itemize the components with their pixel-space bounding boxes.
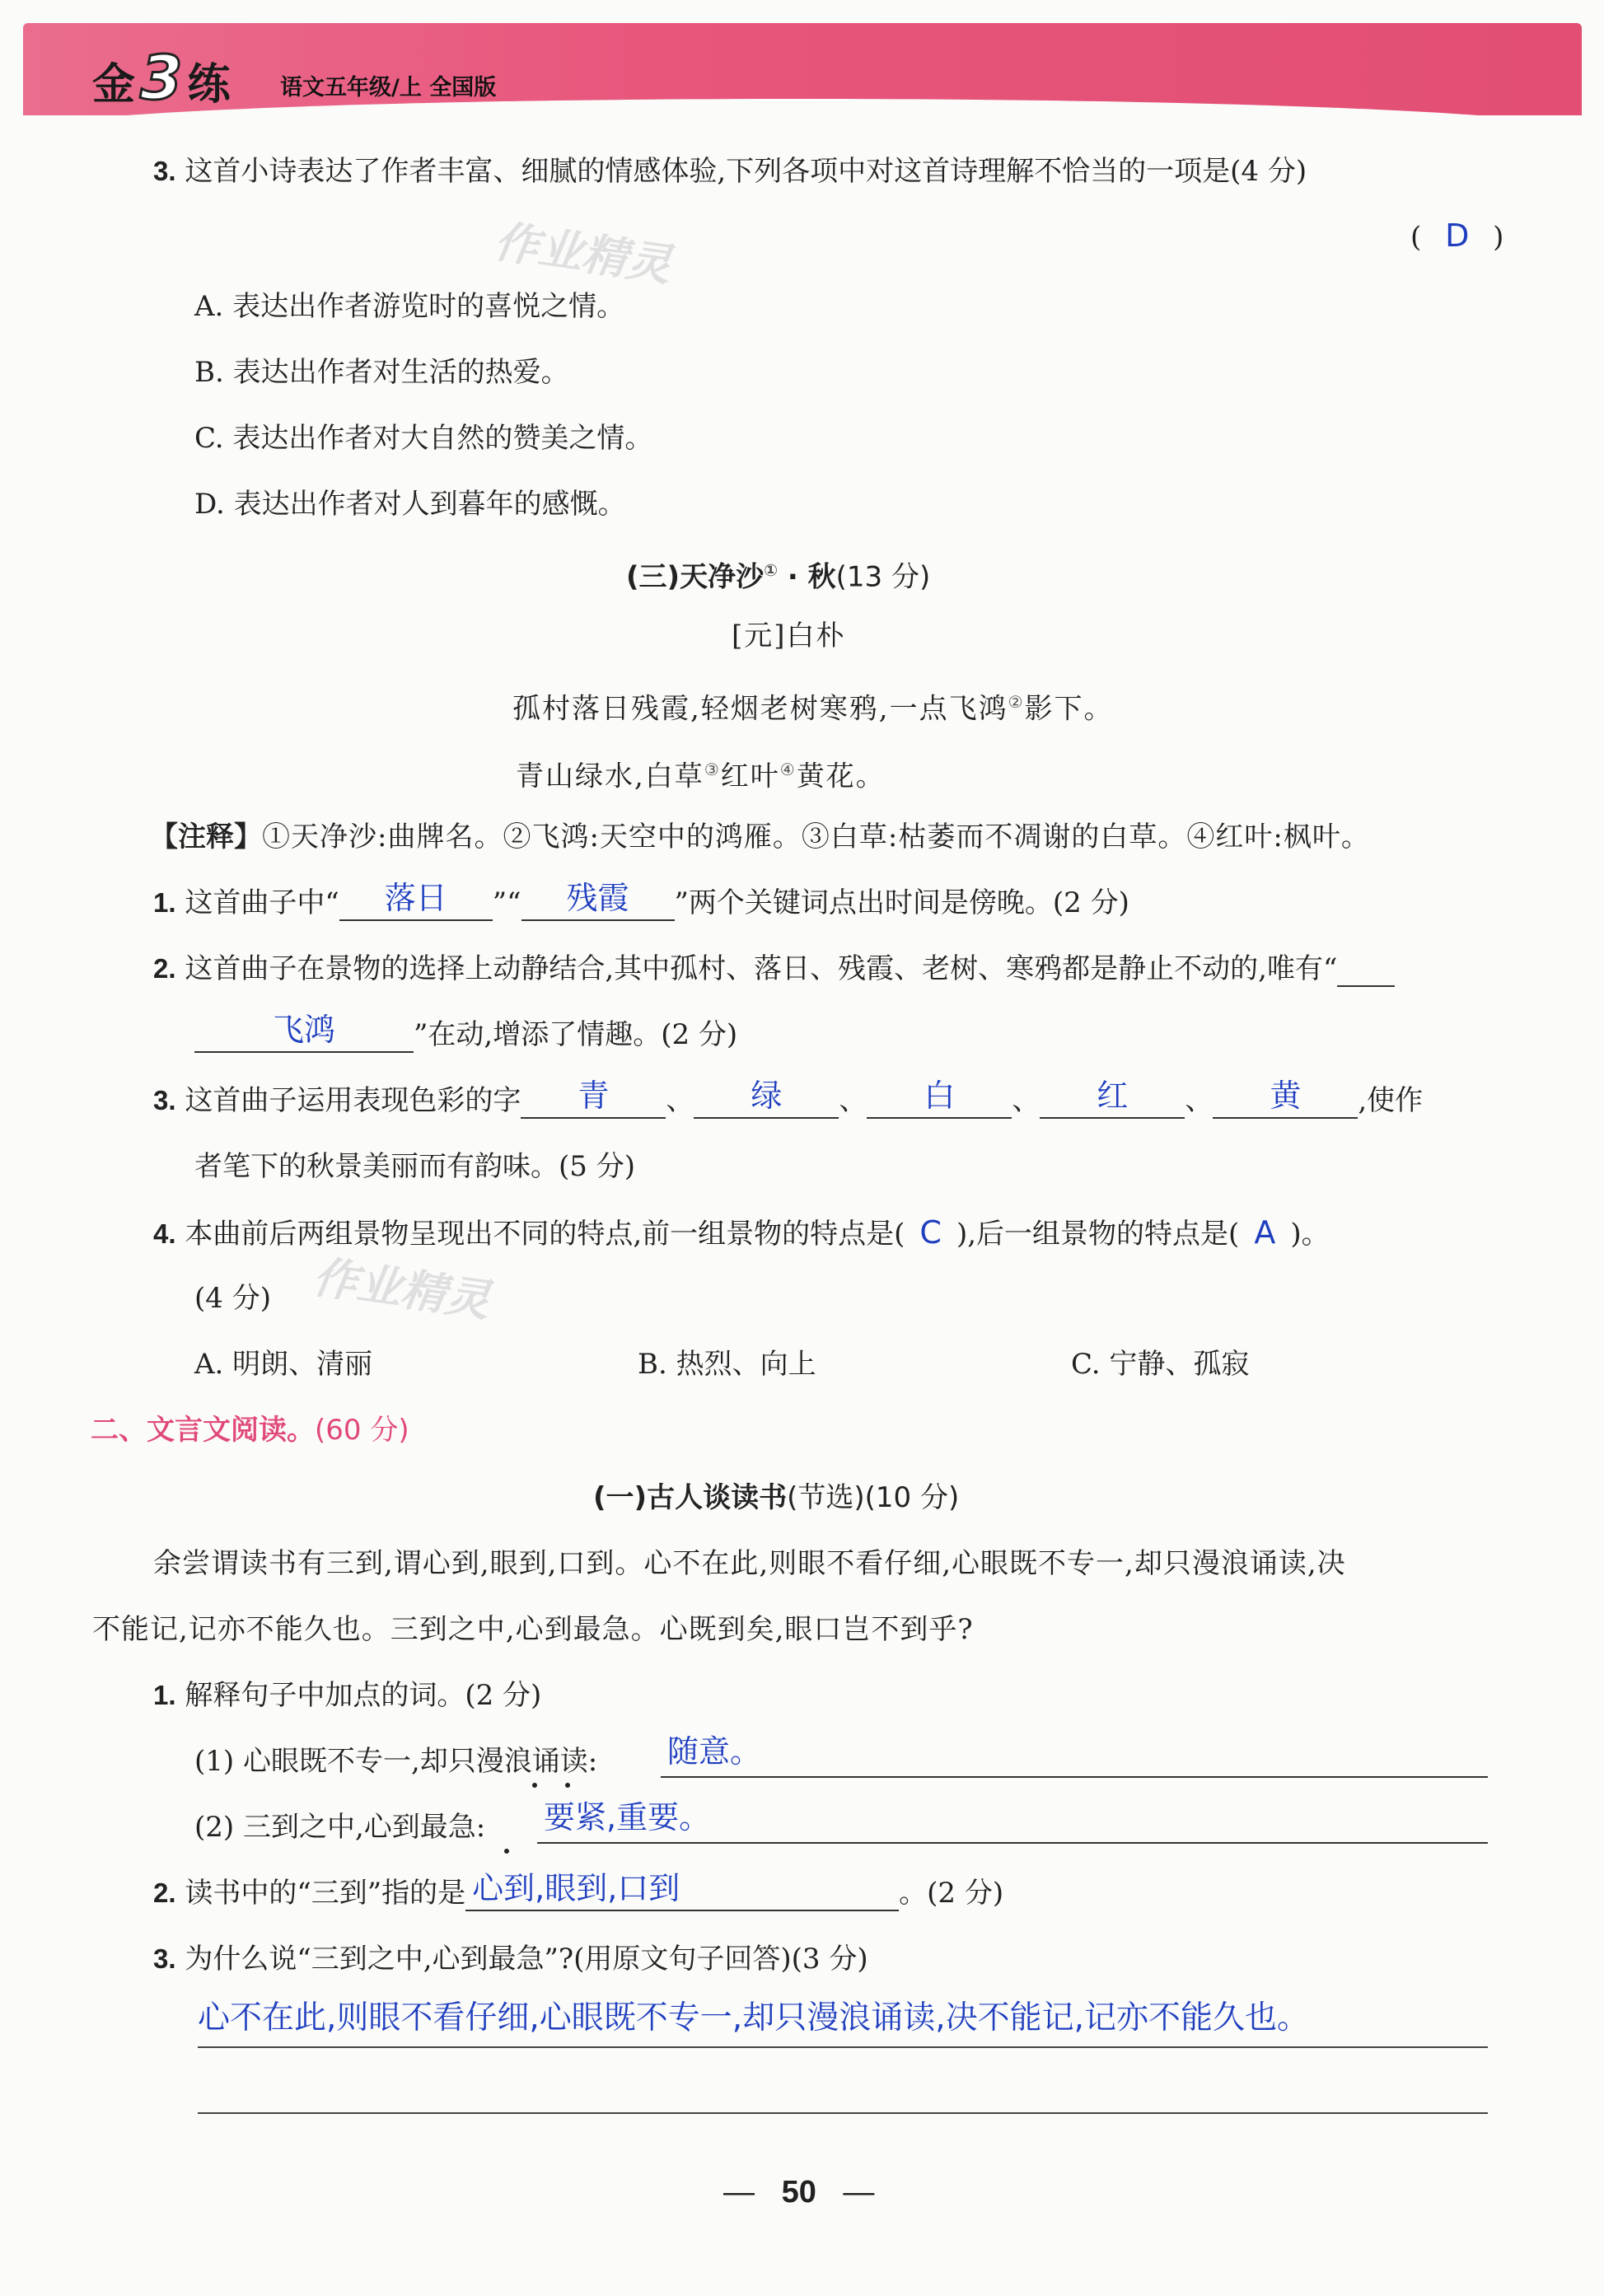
- page-footer: [723, 2175, 874, 2210]
- option-c: C. 表达出作者对大自然的赞美之情。: [194, 422, 653, 455]
- answer-blank[interactable]: [1213, 1078, 1358, 1119]
- question-text: 解释句子中加点的词。(2 分): [185, 1679, 542, 1712]
- poem-notes: [150, 819, 1370, 855]
- option-b: B. 热烈、向上: [638, 1348, 816, 1381]
- poem-title: (三)天净沙: [626, 560, 765, 594]
- footnote-mark: ④: [779, 760, 797, 779]
- question-number: 3.: [153, 1085, 176, 1115]
- reading-question-2: [153, 1870, 1004, 1911]
- answer-text: 残霞: [566, 880, 629, 916]
- emphasis-dot: [532, 1783, 537, 1788]
- question-number: 1.: [153, 887, 176, 918]
- poem-question-3: [153, 1078, 1424, 1119]
- reading-question-3: [153, 1941, 868, 1977]
- answer-blank[interactable]: [194, 1012, 414, 1053]
- poem-line-text: 孤村落日残霞,轻烟老树寒鸦,一点飞鸿: [512, 692, 1008, 726]
- brand-number: 3: [140, 43, 185, 114]
- watermark: 作业精灵: [310, 1251, 493, 1327]
- poem-question-4: [153, 1214, 1330, 1252]
- answer-text: 落日: [384, 880, 447, 916]
- answer-blank[interactable]: [694, 1078, 839, 1119]
- answer-blank[interactable]: [521, 880, 675, 921]
- answer-line[interactable]: [661, 1728, 1488, 1778]
- header-banner: [23, 23, 1582, 115]
- reading-question-1-sub-1: [194, 1743, 597, 1779]
- question-text: ”两个关键词点出时间是傍晚。(2 分): [674, 886, 1129, 919]
- answer-text: 白: [924, 1078, 956, 1114]
- question-text: 这首曲子中“: [185, 886, 339, 919]
- answer-text: 黄: [1270, 1078, 1302, 1114]
- question-text: 这首小诗表达了作者丰富、细腻的情感体验,下列各项中对这首诗理解不恰当的一项是(4 分): [185, 155, 1307, 188]
- option-c: C. 宁静、孤寂: [1071, 1348, 1250, 1381]
- separator: 、: [1012, 1084, 1040, 1117]
- poem-question-2: [153, 951, 1395, 987]
- watermark: 作业精灵: [491, 215, 675, 292]
- answer-mark: C: [919, 1214, 942, 1251]
- footnote-mark: ②: [1008, 692, 1025, 712]
- question-text: 为什么说“三到之中,心到最急”?(用原文句子回答)(3 分): [185, 1943, 868, 1976]
- reading-paragraph-line-1: 余尝谓读书有三到,谓心到,眼到,口到。心不在此,则眼不看仔细,心眼既不专一,却只漫浪诵读,决: [153, 1547, 1346, 1580]
- answer-line[interactable]: [198, 2046, 1488, 2048]
- answer-line[interactable]: [537, 1794, 1488, 1844]
- answer-text: 青: [578, 1078, 610, 1114]
- brand-right: 练: [187, 60, 232, 110]
- question-number: 2.: [153, 1877, 176, 1908]
- reading-points: (10 分): [864, 1481, 960, 1514]
- question-text: 。(2 分): [899, 1877, 1004, 1910]
- question-number: 3.: [153, 1943, 176, 1974]
- section-title: 二、文言文阅读。: [91, 1414, 315, 1447]
- poem-question-4-points: (4 分): [194, 1282, 271, 1315]
- question-number: 2.: [153, 953, 176, 984]
- poem-heading: [626, 552, 930, 595]
- poem-line-text: 影下。: [1024, 692, 1114, 726]
- reading-question-1: [153, 1677, 541, 1714]
- poem-line-2: [516, 751, 886, 794]
- option-a: A. 表达出作者游览时的喜悦之情。: [194, 290, 625, 323]
- answer-blank[interactable]: [1337, 952, 1395, 987]
- reading-paragraph-line-2: 不能记,记亦不能久也。三到之中,心到最急。心既到矣,眼口岂不到乎?: [92, 1613, 974, 1646]
- poem-points: (13 分): [835, 560, 931, 594]
- answer-text: 绿: [751, 1078, 783, 1114]
- answer-blank[interactable]: [1040, 1078, 1185, 1119]
- bracket-right: ): [1493, 221, 1504, 254]
- answer-text: 飞鸿: [272, 1012, 335, 1048]
- brand-left: 金: [92, 60, 138, 110]
- answer-blank[interactable]: [465, 1870, 899, 1911]
- question-text: 这首曲子运用表现色彩的字: [185, 1084, 521, 1117]
- answer-blank[interactable]: [867, 1078, 1012, 1119]
- bracket-left: (: [1410, 221, 1422, 254]
- answer-line[interactable]: [198, 2112, 1488, 2114]
- sub-question-label: (1) 心眼既不专一,却只漫浪诵读:: [194, 1745, 598, 1778]
- option-d: D. 表达出作者对人到暮年的感慨。: [194, 488, 626, 521]
- question-3-top: [153, 153, 1307, 189]
- separator: 、: [1185, 1084, 1214, 1117]
- poem-question-1: [153, 880, 1129, 921]
- reading-question-3-answer: [198, 1992, 1309, 2038]
- question-text: ”在动,增添了情趣。(2 分): [414, 1018, 738, 1051]
- answer-text: 心到,眼到,口到: [472, 1870, 680, 1906]
- poem-author: [元]白朴: [732, 620, 846, 652]
- question-text: 本曲前后两组景物呈现出不同的特点,前一组景物的特点是(: [185, 1218, 905, 1251]
- book-subtitle: 语文五年级/上 全国版: [280, 75, 497, 101]
- question-text: 这首曲子在景物的选择上动静结合,其中孤村、落日、残霞、老树、寒鸦都是静止不动的,唯有“: [185, 952, 1338, 985]
- emphasis-dot: [504, 1849, 509, 1854]
- reading-title: (一)古人谈读书: [593, 1481, 788, 1514]
- poem-line-text: 青山绿水,白草: [516, 760, 704, 793]
- footer-dash: —: [723, 2175, 755, 2209]
- reading-note: (节选): [787, 1481, 865, 1514]
- footer-dash: —: [843, 2175, 875, 2209]
- separator: 、: [839, 1084, 867, 1117]
- note-label: 【注释】: [150, 821, 262, 853]
- answer-mark: D: [1445, 217, 1470, 254]
- answer-text: 心不在此,则眼不看仔细,心眼既不专一,却只漫浪诵读,决不能记,记亦不能久也。: [198, 1999, 1309, 2036]
- question-text: ,使作: [1358, 1084, 1424, 1117]
- section-points: (60 分): [315, 1414, 409, 1447]
- question-text: ),后一组景物的特点是(: [956, 1218, 1240, 1251]
- emphasis-dot: [565, 1783, 570, 1788]
- separator: 、: [666, 1084, 694, 1117]
- question-number: 1.: [153, 1680, 176, 1710]
- page-number: 50: [781, 2175, 816, 2209]
- option-a: A. 明朗、清丽: [194, 1348, 373, 1381]
- reading-question-1-sub-2: [194, 1809, 485, 1845]
- poem-question-2-cont: [194, 1012, 738, 1053]
- answer-blank[interactable]: [339, 880, 493, 921]
- poem-line-1: [512, 684, 1114, 727]
- answer-bracket: [1410, 217, 1503, 255]
- option-b: B. 表达出作者对生活的热爱。: [194, 356, 569, 389]
- poem-question-3-cont: 者笔下的秋景美丽而有韵味。(5 分): [194, 1150, 635, 1183]
- question-text: 读书中的“三到”指的是: [185, 1877, 466, 1910]
- answer-text: 要紧,重要。: [544, 1799, 711, 1835]
- answer-mark: A: [1254, 1214, 1276, 1251]
- footnote-mark: ③: [704, 760, 721, 779]
- note-text: ①天净沙:曲牌名。②飞鸿:天空中的鸿雁。③白草:枯萎而不凋谢的白草。④红叶:枫叶。: [262, 821, 1370, 853]
- answer-text: 红: [1097, 1078, 1129, 1114]
- question-text: )。: [1290, 1218, 1330, 1251]
- footnote-mark: ①: [764, 560, 779, 580]
- answer-blank[interactable]: [521, 1078, 666, 1119]
- question-text: ”“: [492, 886, 521, 919]
- sub-question-label: (2) 三到之中,心到最急:: [194, 1811, 486, 1844]
- question-number: 3.: [153, 156, 176, 186]
- question-number: 4.: [153, 1218, 176, 1249]
- poem-line-text: 红叶: [720, 760, 780, 793]
- answer-text: 随意。: [667, 1733, 762, 1770]
- brand-logo: [92, 43, 232, 114]
- reading-heading: [593, 1480, 959, 1516]
- poem-title-suffix: · 秋: [778, 560, 836, 594]
- header-wave: [23, 99, 1582, 132]
- poem-line-text: 黄花。: [796, 760, 886, 793]
- section-heading: [91, 1412, 409, 1448]
